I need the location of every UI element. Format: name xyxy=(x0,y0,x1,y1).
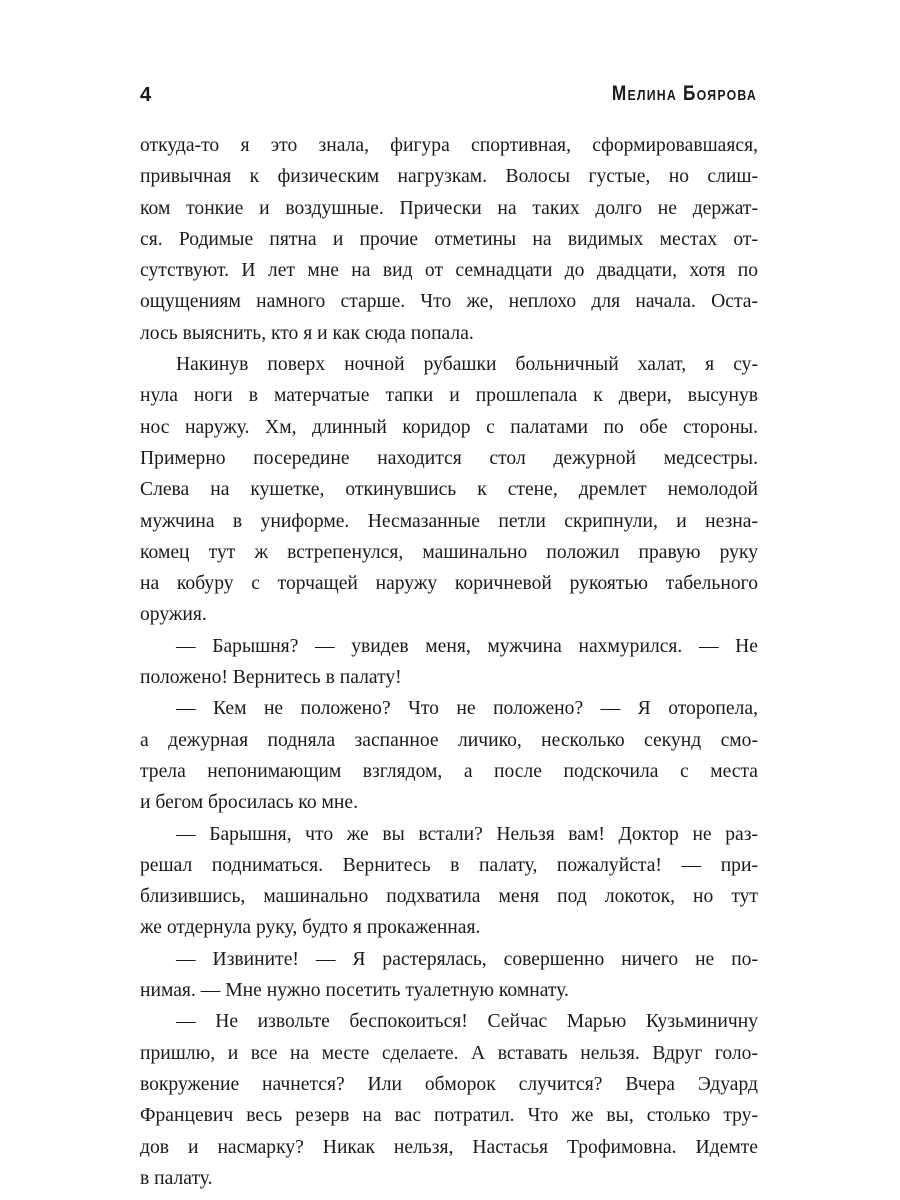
text-line: Примерно посередине находится стол дежурной медсестры. xyxy=(140,447,758,469)
text-line: и бегом бросилась ко мне. xyxy=(140,792,358,814)
text-line: близившись, машинально подхватила меня под локоток, но тут xyxy=(140,886,758,908)
text-line: откуда-то я это знала, фигура спортивная, сформировавшаяся, xyxy=(140,135,758,156)
text-line: дов и насмарку? Никак нельзя, Настасья Трофимовна. Идемте xyxy=(140,1136,758,1158)
text-line: пришлю, и все на месте сделаете. А вставать нельзя. Вдруг голо- xyxy=(140,1042,758,1064)
text-line: ощущениям намного старше. Что же, неплохо для начала. Оста- xyxy=(140,291,758,313)
text-line: оружия. xyxy=(140,604,207,626)
text-line: — Барышня, что же вы встали? Нельзя вам! Доктор не раз- xyxy=(176,823,758,845)
text-line: же отдернула руку, будто я прокаженная. xyxy=(140,917,481,939)
text-line: — Барышня? — увидев меня, мужчина нахмурился. — Не xyxy=(176,635,758,657)
text-line: на кобуру с торчащей наружу коричневой рукоятью табельного xyxy=(140,573,758,595)
text-line: вокружение начнется? Или обморок случится? Вчера Эдуард xyxy=(140,1073,758,1095)
text-line: решал подниматься. Вернитесь в палату, пожалуйста! — при- xyxy=(140,854,758,876)
page-number: 4 xyxy=(140,84,152,106)
text-line: нула ноги в матерчатые тапки и прошлепала к двери, высунув xyxy=(140,385,758,407)
text-line: Накинув поверх ночной рубашки больничный халат, я су- xyxy=(176,354,758,376)
text-line: — Кем не положено? Что не положено? — Я оторопела, xyxy=(176,698,758,720)
text-line: ся. Родимые пятна и прочие отметины на видимых местах от- xyxy=(140,228,758,250)
text-line: — Извините! — Я растерялась, совершенно ничего не по- xyxy=(176,948,758,970)
text-line: привычная к физическим нагрузкам. Волосы густые, но слиш- xyxy=(140,166,758,188)
text-line: нос наружу. Хм, длинный коридор с палатами по обе стороны. xyxy=(140,416,758,438)
text-line: сутствуют. И лет мне на вид от семнадцати до двадцати, хотя по xyxy=(140,260,758,282)
running-head-author: Мелина Боярова xyxy=(611,82,757,105)
text-line: положено! Вернитесь в палату! xyxy=(140,667,402,689)
text-line: мужчина в униформе. Несмазанные петли скрипнули, и незна- xyxy=(140,510,758,532)
text-line: трела непонимающим взглядом, а после подскочила с места xyxy=(140,760,758,782)
text-line: ком тонкие и воздушные. Прически на таких долго не держат- xyxy=(140,197,758,219)
text-line: в палату. xyxy=(140,1167,213,1189)
body-text xyxy=(140,130,758,1194)
text-line: комец тут ж встрепенулся, машинально положил правую руку xyxy=(140,541,758,563)
text-line: лось выяснить, кто я и как сюда попала. xyxy=(140,322,474,344)
text-line: — Не извольте беспокоиться! Сейчас Марью Кузьминичну xyxy=(176,1011,758,1033)
text-line: нимая. — Мне нужно посетить туалетную комнату. xyxy=(140,980,569,1002)
text-line: Слева на кушетке, откинувшись к стене, дремлет немолодой xyxy=(140,479,758,501)
text-line: Францевич весь резерв на вас потратил. Что же вы, столько тру- xyxy=(140,1105,758,1127)
text-line: а дежурная подняла заспанное личико, несколько секунд смо- xyxy=(140,729,758,751)
